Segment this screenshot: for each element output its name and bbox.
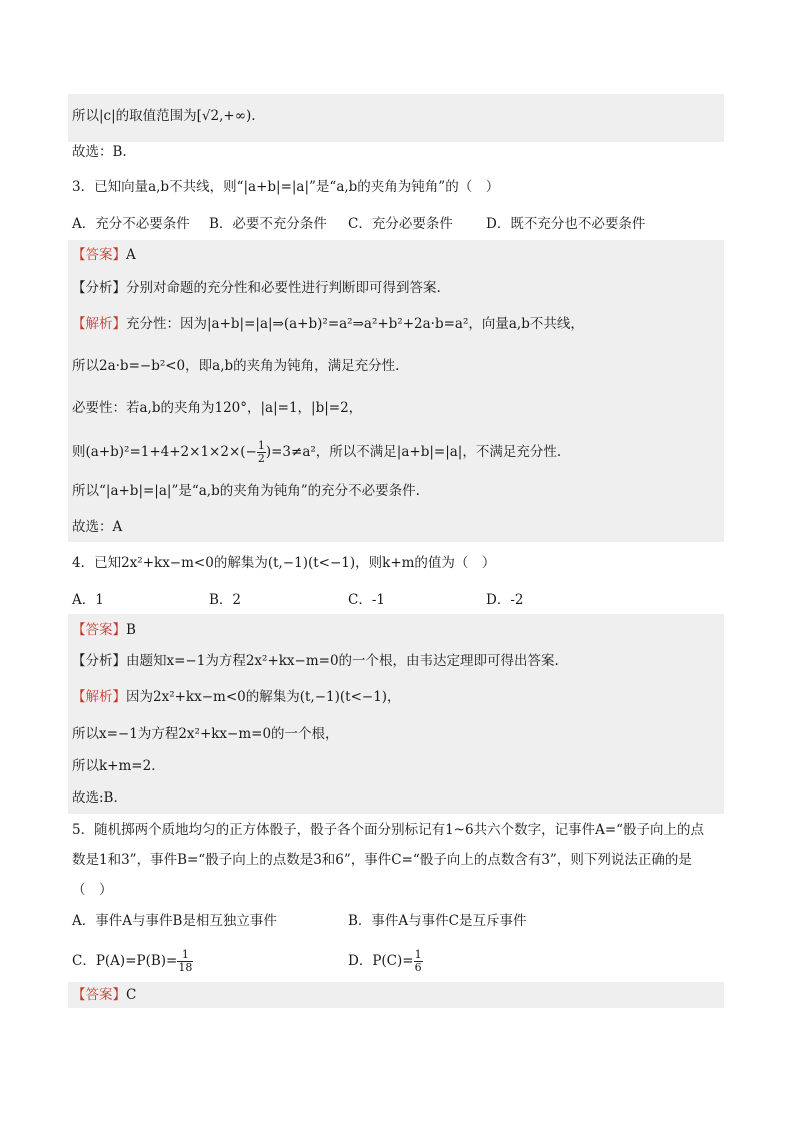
range-line: 所以|c|的取值范围为[√2,+∞). xyxy=(72,108,256,124)
q3-option-c[interactable]: C．充分必要条件 xyxy=(348,216,453,232)
option-c-prefix: C．P(A)=P(B)= xyxy=(72,953,178,969)
answer-tag: 【答案】 xyxy=(72,987,126,1003)
fraction-one-eighteenth xyxy=(177,949,193,974)
answer-tag: 【答案】 xyxy=(72,622,126,638)
q4-solution-1 xyxy=(72,688,401,706)
q3-option-d[interactable]: D．既不充分也不必要条件 xyxy=(486,216,646,232)
q4-stem: 4．已知2x²+kx−m<0的解集为(t,−1)(t<−1)，则k+m的值为（ ） xyxy=(72,555,496,571)
q4-solution-2: 所以x=−1为方程2x²+kx−m=0的一个根， xyxy=(72,726,339,742)
answer-value: A xyxy=(126,247,136,263)
analysis-text: 分别对命题的充分性和必要性进行判断即可得到答案. xyxy=(126,280,441,296)
fraction-denominator: 6 xyxy=(414,961,422,974)
q5-option-a[interactable]: A．事件A与事件B是相互独立事件 xyxy=(72,913,277,929)
q3-solution-2: 所以2a·b=−b²<0，即a,b的夹角为钝角，满足充分性. xyxy=(72,358,400,374)
q5-options-row2 xyxy=(72,946,692,976)
q3-option-b[interactable]: B．必要不充分条件 xyxy=(209,216,327,232)
q4-option-c[interactable]: C．-1 xyxy=(348,592,385,608)
solution-text: 因为2x²+kx−m<0的解集为(t,−1)(t<−1)， xyxy=(126,689,401,705)
q4-options xyxy=(72,591,692,609)
q5-option-d[interactable] xyxy=(348,946,423,976)
q5-stem-1: 5．随机掷两个质地均匀的正方体骰子，骰子各个面分别标记有1~6共六个数字，记事件A=“骰子向上的点 xyxy=(72,822,705,838)
q3-stem: 3．已知向量a,b不共线，则“|a+b|=|a|”是“a,b的夹角为钝角”的（ ） xyxy=(72,179,500,195)
answer-value: C xyxy=(126,987,137,1003)
solution-4-part2: )=3≠a²，所以不满足|a+b|=|a|，不满足充分性. xyxy=(265,444,562,460)
analysis-tag: 【分析】 xyxy=(72,653,126,669)
q4-final: 故选:B． xyxy=(72,790,127,806)
q5-options-row1 xyxy=(72,912,692,930)
analysis-tag: 【分析】 xyxy=(72,280,126,296)
fraction-one-sixth xyxy=(414,949,423,974)
choice-line: 故选：B. xyxy=(72,144,127,160)
answer-tag: 【答案】 xyxy=(72,247,126,263)
q4-option-d[interactable]: D．-2 xyxy=(486,592,524,608)
q3-option-a[interactable]: A．充分不必要条件 xyxy=(72,216,190,232)
fraction-numerator: 1 xyxy=(177,949,193,962)
q4-answer xyxy=(72,621,136,639)
fraction-denominator: 2 xyxy=(257,452,265,465)
q4-option-a[interactable]: A．1 xyxy=(72,592,104,608)
q5-stem-2: 数是1和3”，事件B=“骰子向上的点数是3和6”，事件C=“骰子向上的点数含有3”，则下列说法正确的是 xyxy=(72,852,692,868)
q5-stem-3: （ ） xyxy=(72,882,113,898)
fraction-numerator: 1 xyxy=(257,439,265,452)
solution-tag: 【解析】 xyxy=(72,689,126,705)
analysis-text: 由题知x=−1为方程2x²+kx−m=0的一个根，由韦达定理即可得出答案. xyxy=(126,653,559,669)
q5-answer xyxy=(72,986,136,1004)
solution-4-part1: 则(a+b)²=1+4+2×1×2×(− xyxy=(72,444,257,460)
q3-solution-3: 必要性：若a,b的夹角为120°，|a|=1，|b|=2， xyxy=(72,400,363,416)
q3-solution-1 xyxy=(72,315,584,333)
q3-analysis xyxy=(72,279,441,297)
fraction-denominator: 18 xyxy=(178,961,193,974)
shade-q4-answer xyxy=(68,614,724,814)
q4-analysis xyxy=(72,652,559,670)
option-d-prefix: D．P(C)= xyxy=(348,953,414,969)
q3-solution-5: 所以“|a+b|=|a|”是“a,b的夹角为钝角”的充分不必要条件. xyxy=(72,483,420,499)
q3-solution-4 xyxy=(72,440,561,465)
q3-options xyxy=(72,215,692,233)
fraction-half xyxy=(257,440,266,465)
solution-tag: 【解析】 xyxy=(72,316,126,332)
q3-final: 故选：A xyxy=(72,519,123,535)
q5-option-c[interactable] xyxy=(72,946,193,976)
q5-option-b[interactable]: B．事件A与事件C是互斥事件 xyxy=(348,913,527,929)
answer-value: B xyxy=(126,622,136,638)
shade-q5-answer xyxy=(68,982,724,1008)
q3-answer xyxy=(72,246,136,264)
q4-option-b[interactable]: B．2 xyxy=(209,592,242,608)
solution-text: 充分性：因为|a+b|=|a|⇒(a+b)²=a²⇒a²+b²+2a·b=a²，向量a,b不共线， xyxy=(126,316,584,332)
q4-solution-3: 所以k+m=2． xyxy=(72,758,165,774)
fraction-numerator: 1 xyxy=(414,948,422,961)
